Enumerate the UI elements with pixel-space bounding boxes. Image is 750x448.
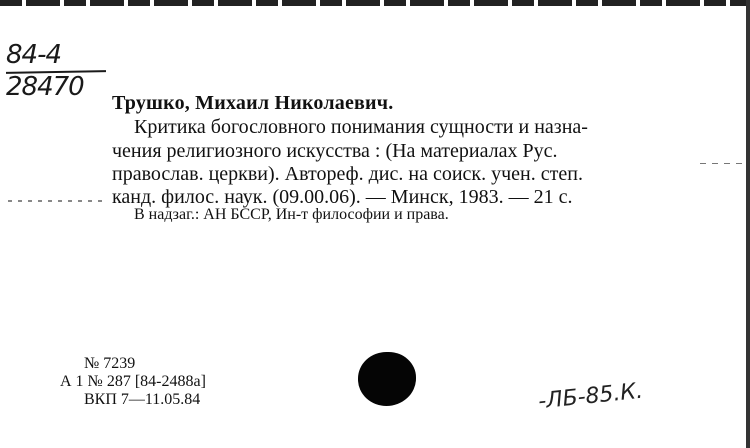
dotted-guide-left bbox=[8, 200, 108, 202]
top-edge-border bbox=[0, 0, 750, 6]
dashed-guide-right bbox=[700, 163, 748, 164]
vkp-date: ВКП 7—11.05.84 bbox=[84, 391, 201, 408]
order-number: А 1 № 287 [84-2488а] bbox=[60, 373, 206, 390]
right-edge-border bbox=[746, 0, 750, 448]
description-line-1: Критика богословного понимания сущности и назна- bbox=[134, 116, 588, 138]
call-number-top: 84-4 bbox=[6, 40, 62, 70]
punch-hole bbox=[358, 352, 416, 406]
description-line-3: православ. церкви). Автореф. дис. на соиск. учен. степ. bbox=[112, 163, 583, 185]
author-heading: Трушко, Михаил Николаевич. bbox=[112, 92, 394, 114]
description-line-2: чения религиозного искусства : (На материалах Рус. bbox=[112, 140, 558, 162]
call-number-bottom: 28470 bbox=[6, 72, 84, 102]
handwritten-mark: -ЛБ-85.К. bbox=[536, 378, 645, 415]
record-number: № 7239 bbox=[84, 355, 136, 372]
description-line-4: канд. филос. наук. (09.00.06). — Минск, 1983. — 21 с. bbox=[112, 186, 573, 208]
publisher-note: В надзаг.: АН БССР, Ин-т философии и права. bbox=[134, 206, 449, 223]
